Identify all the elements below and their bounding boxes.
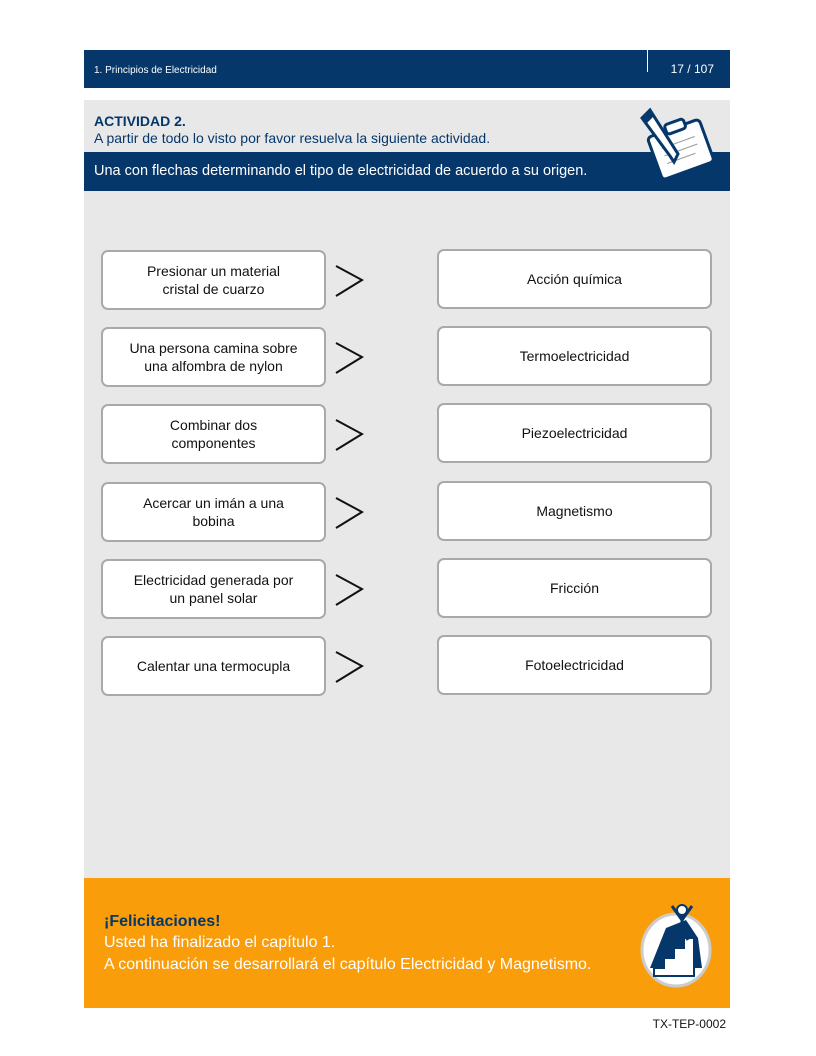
electricity-type-item[interactable] (437, 326, 712, 386)
electricity-type-label: Acción química (527, 271, 622, 287)
source-line-2: bobina (192, 513, 235, 529)
source-line-1: Una persona camina sobre (129, 340, 298, 356)
activity-subtitle: A partir de todo lo visto por favor resuelva la siguiente actividad. (94, 130, 491, 146)
electricity-type-item[interactable] (437, 481, 712, 541)
electricity-type-item[interactable] (437, 558, 712, 618)
instruction-text: Una con flechas determinando el tipo de electricidad de acuerdo a su origen. (94, 163, 588, 179)
source-line-2: componentes (171, 435, 256, 451)
header-bar (84, 50, 730, 88)
congrats-title: ¡Felicitaciones! (104, 913, 221, 930)
electricity-type-label: Fricción (549, 580, 599, 596)
congrats-line-1: Usted ha finalizado el capítulo 1. (104, 934, 336, 951)
source-line-2: una alfombra de nylon (144, 358, 283, 374)
activity-panel (84, 100, 730, 878)
electricity-type-item[interactable] (437, 403, 712, 463)
source-item[interactable] (101, 327, 326, 387)
achievement-stairs-icon (636, 898, 716, 988)
page-number: 17 / 107 (670, 62, 714, 76)
source-line-1: Combinar dos (169, 417, 258, 433)
arrow-right-icon (332, 262, 366, 302)
electricity-type-label: Magnetismo (536, 503, 613, 519)
congratulations-banner (84, 878, 730, 1008)
electricity-type-item[interactable] (437, 249, 712, 309)
arrow-right-icon (332, 648, 366, 688)
source-item[interactable] (101, 250, 326, 310)
activity-title: ACTIVIDAD 2. (94, 113, 186, 129)
document-code: TX-TEP-0002 (652, 1017, 726, 1031)
source-item[interactable] (101, 636, 326, 696)
source-item[interactable] (101, 482, 326, 542)
arrow-right-icon (332, 494, 366, 534)
electricity-type-label: Termoelectricidad (519, 348, 630, 364)
source-line-2: cristal de cuarzo (162, 281, 265, 297)
electricity-type-label: Piezoelectricidad (521, 425, 628, 441)
arrow-right-icon (332, 339, 366, 379)
chapter-title: 1. Principios de Electricidad (94, 65, 217, 76)
electricity-type-item[interactable] (437, 635, 712, 695)
source-line-1: Presionar un material (146, 263, 281, 279)
congrats-line-2: A continuación se desarrollará el capítulo Electricidad y Magnetismo. (104, 956, 592, 973)
source-line-1: Acercar un imán a una (143, 495, 284, 511)
arrow-right-icon (332, 571, 366, 611)
source-line-1: Calentar una termocupla (136, 658, 291, 674)
arrow-right-icon (332, 416, 366, 456)
pencil-clipboard-icon (634, 106, 724, 186)
source-line-1: Electricidad generada por (133, 572, 294, 588)
source-item[interactable] (101, 559, 326, 619)
electricity-type-label: Fotoelectricidad (525, 657, 624, 673)
source-item[interactable] (101, 404, 326, 464)
divider (647, 50, 648, 72)
source-line-2: un panel solar (169, 590, 258, 606)
